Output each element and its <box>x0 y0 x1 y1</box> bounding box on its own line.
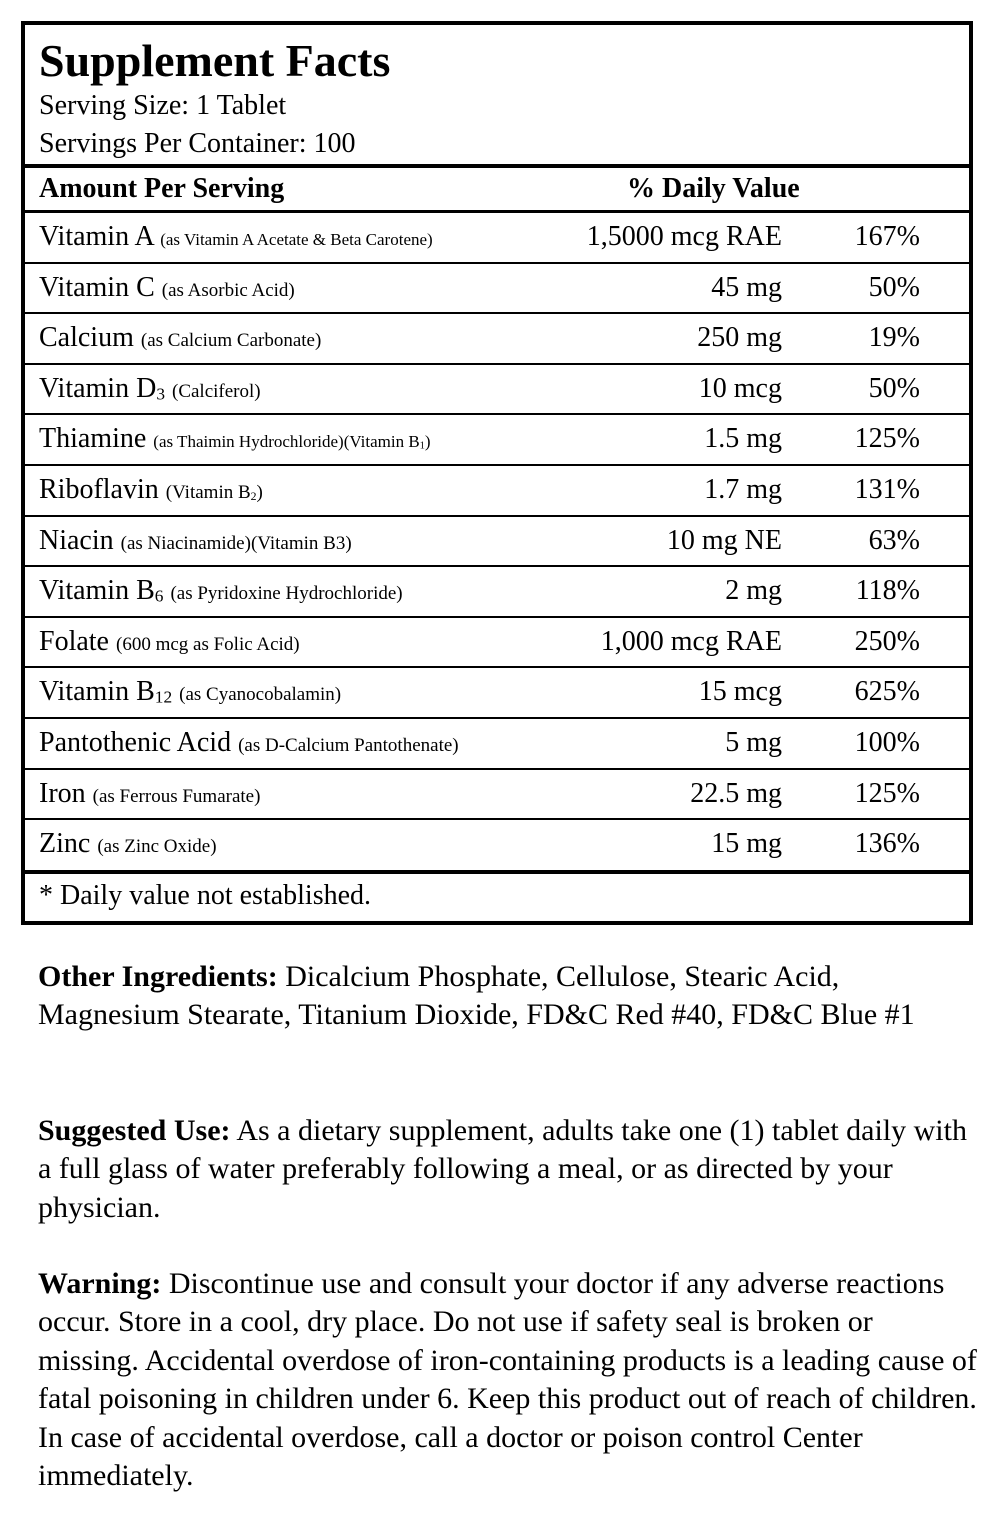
other-ingredients-label: Other Ingredients: <box>38 960 278 993</box>
nutrient-source-note-text: (as Pyridoxine Hydrochloride) <box>170 583 403 605</box>
nutrient-daily-value: 118% <box>855 575 920 607</box>
supplement-facts-panel <box>21 21 973 925</box>
nutrient-name <box>39 827 217 864</box>
nutrient-row <box>25 770 969 819</box>
nutrient-row <box>25 466 969 515</box>
nutrient-name <box>39 220 433 257</box>
nutrient-amount: 1,000 mcg RAE <box>600 625 782 657</box>
nutrient-name-text: Calcium <box>39 322 134 354</box>
nutrient-source-note-subscript: 2 <box>250 489 257 503</box>
nutrient-amount: 10 mcg <box>698 372 782 404</box>
suggested-use-text: As a dietary supplement, adults take one (1) tablet daily with a full glass of water preferably following a meal, or as directed by your physician. <box>38 1114 967 1224</box>
nutrient-amount: 1.5 mg <box>704 423 782 455</box>
nutrient-source-note-text: (as Asorbic Acid) <box>161 279 295 301</box>
nutrient-name <box>39 473 263 510</box>
nutrient-daily-value: 50% <box>868 372 920 404</box>
nutrient-row <box>25 618 969 667</box>
nutrient-row <box>25 719 969 768</box>
nutrient-amount: 2 mg <box>725 575 782 607</box>
nutrient-source-note-text: (as Vitamin A Acetate & Beta Carotene) <box>160 230 433 249</box>
nutrient-daily-value: 167% <box>854 221 920 252</box>
nutrient-source-note <box>170 583 402 604</box>
nutrient-amount: 5 mg <box>725 727 782 758</box>
header-daily-value: % Daily Value <box>627 173 800 204</box>
nutrient-source-note-text: (as Zinc Oxide) <box>97 836 217 858</box>
nutrient-daily-value: 63% <box>868 524 920 556</box>
nutrient-amount: 1,5000 mcg RAE <box>586 221 782 252</box>
nutrient-daily-value: 125% <box>854 423 920 455</box>
nutrient-name-subscript: 3 <box>156 384 165 404</box>
nutrient-name <box>39 777 260 814</box>
nutrient-name-subscript: 6 <box>154 586 164 606</box>
nutrient-name <box>39 422 431 459</box>
nutrient-name <box>39 726 459 763</box>
nutrient-name <box>39 321 321 358</box>
nutrient-name <box>39 372 261 409</box>
nutrient-name-text: Vitamin A <box>39 221 154 252</box>
nutrient-source-note-end: ) <box>256 482 263 503</box>
nutrient-source-note <box>153 432 430 451</box>
nutrient-name <box>39 271 295 308</box>
nutrient-amount: 1.7 mg <box>704 474 782 505</box>
nutrient-name-text: Vitamin D <box>39 372 157 404</box>
daily-value-footnote: * Daily value not established. <box>39 880 372 911</box>
nutrient-row <box>25 668 969 717</box>
nutrient-row <box>25 415 969 464</box>
nutrient-source-note-subscript: 1 <box>419 440 425 452</box>
nutrient-amount: 10 mg NE <box>666 524 782 556</box>
nutrient-source-note <box>162 280 295 301</box>
nutrient-source-note-text: (Calciferol) <box>172 380 261 402</box>
nutrient-name-text: Thiamine <box>39 423 147 455</box>
nutrient-source-note-end: ) <box>424 432 431 452</box>
header-amount-per-serving: Amount Per Serving <box>39 173 285 204</box>
header-divider-thick <box>25 164 969 168</box>
nutrient-source-note <box>160 230 432 249</box>
suggested-use-label: Suggested Use: <box>38 1114 231 1147</box>
nutrient-name-subscript: 12 <box>154 687 173 707</box>
nutrient-name-text: Zinc <box>39 828 91 860</box>
nutrient-source-note-text: (as Niacinamide)(Vitamin B3) <box>120 532 352 554</box>
warning <box>38 1265 978 1495</box>
other-ingredients-text: Dicalcium Phosphate, Cellulose, Stearic Acid, Magnesium Stearate, Titanium Dioxide, FD&C Red #40, FD&C Blue #1 <box>38 960 915 1032</box>
nutrient-source-note <box>116 634 300 655</box>
nutrient-source-note <box>121 533 352 554</box>
nutrient-amount: 15 mcg <box>698 676 782 708</box>
nutrient-daily-value: 250% <box>854 625 920 657</box>
footer-divider-thick <box>25 870 969 874</box>
nutrient-row <box>25 517 969 566</box>
other-ingredients <box>38 958 978 1035</box>
suggested-use <box>38 1112 978 1227</box>
nutrient-daily-value: 136% <box>854 828 920 860</box>
nutrient-row <box>25 567 969 616</box>
nutrient-source-note-text: (as Cyanocobalamin) <box>179 684 342 706</box>
nutrient-row <box>25 314 969 363</box>
nutrient-name <box>39 625 300 662</box>
nutrient-amount: 45 mg <box>711 271 782 303</box>
serving-size: Serving Size: 1 Tablet <box>39 90 287 121</box>
nutrient-daily-value: 131% <box>854 474 920 505</box>
nutrient-source-note <box>97 836 216 857</box>
nutrient-amount: 15 mg <box>711 828 782 860</box>
nutrient-name-text: Riboflavin <box>39 474 159 505</box>
nutrient-source-note-text: (as D-Calcium Pantothenate) <box>238 735 459 756</box>
warning-label: Warning: <box>38 1267 162 1300</box>
nutrient-name <box>39 524 352 561</box>
nutrient-name-text: Vitamin B <box>39 676 155 708</box>
nutrient-row <box>25 365 969 414</box>
nutrient-name <box>39 675 341 712</box>
nutrient-name-text: Folate <box>39 625 109 657</box>
nutrient-daily-value: 625% <box>854 676 920 708</box>
nutrient-source-note-text: (as Calcium Carbonate) <box>140 330 322 352</box>
nutrient-name <box>39 574 403 611</box>
nutrient-daily-value: 19% <box>868 322 920 354</box>
nutrient-source-note <box>141 330 321 351</box>
nutrient-source-note <box>93 786 261 807</box>
nutrient-name-text: Pantothenic Acid <box>39 727 232 758</box>
nutrient-amount: 250 mg <box>697 322 782 354</box>
nutrient-source-note-text: (as Ferrous Fumarate) <box>92 785 261 807</box>
panel-title: Supplement Facts <box>39 35 391 86</box>
nutrient-amount: 22.5 mg <box>690 777 782 809</box>
nutrient-source-note <box>238 735 459 756</box>
nutrient-row <box>25 820 969 869</box>
servings-per-container: Servings Per Container: 100 <box>39 128 356 159</box>
warning-text: Discontinue use and consult your doctor if any adverse reactions occur. Store in a cool, dry place. Do not use if safety seal is broken or missing. Accidental overdose of iron-containing products is a leading cause of fatal poisoning in children under 6. Keep this product out of reach of children. In case of accidental overdose, call a doctor or poison control Center immediately. <box>38 1267 977 1493</box>
nutrient-row <box>25 213 969 262</box>
nutrient-source-note-text: (as Thaimin Hydrochloride)(Vitamin B <box>153 432 420 452</box>
nutrient-daily-value: 50% <box>868 271 920 303</box>
nutrient-source-note <box>179 684 341 705</box>
nutrient-source-note-text: (600 mcg as Folic Acid) <box>116 633 300 655</box>
nutrient-name-text: Iron <box>39 777 86 809</box>
nutrient-name-text: Niacin <box>39 524 114 556</box>
nutrient-source-note <box>166 482 263 503</box>
nutrient-name-text: Vitamin B <box>39 575 155 607</box>
nutrient-name-text: Vitamin C <box>39 271 155 303</box>
nutrient-daily-value: 125% <box>854 777 920 809</box>
nutrient-source-note <box>172 381 261 402</box>
nutrient-source-note-text: (Vitamin B <box>165 482 251 503</box>
nutrient-row <box>25 264 969 313</box>
nutrient-daily-value: 100% <box>854 727 920 758</box>
